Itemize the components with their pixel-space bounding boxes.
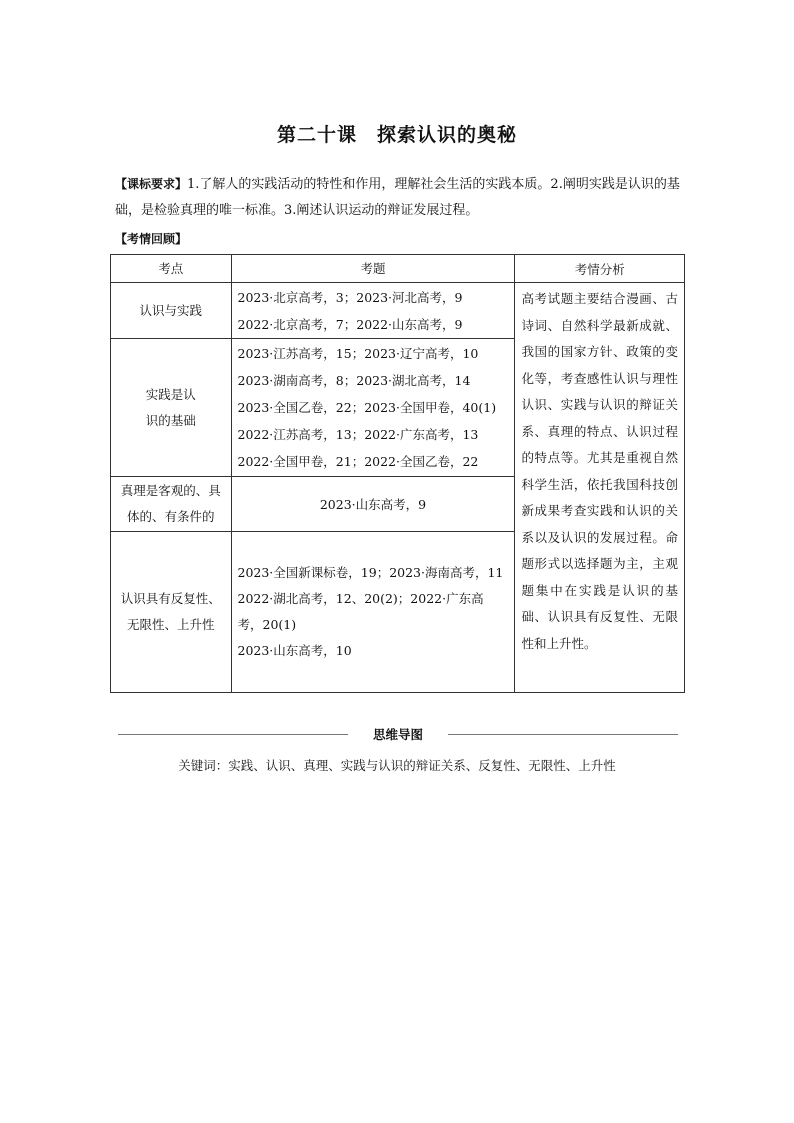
exam-point: 认识具有反复性、无限性、上升性	[111, 532, 232, 693]
exam-analysis: 高考试题主要结合漫画、古诗词、自然科学最新成就、我国的国家方针、政策的变化等，考查感性认识与理性认识、实践与认识的辩证关系、真理的特点、认识过程的特点等。尤其是重视自然科学生活，依托我国科技创新成果考查实践和认识的关系以及认识的发展过程。命题形式以选择题为主，主观题集中在实践是认识的基础、认识具有反复性、无限性和上升性。	[515, 283, 685, 693]
table-row	[111, 283, 685, 339]
question-line: 2023·全国新课标卷，19；2023·海南高考，11	[237, 565, 504, 580]
table-header-row	[111, 255, 685, 283]
header-exam-point: 考点	[111, 255, 232, 283]
question-line: 2023·湖南高考，8；2023·湖北高考，14	[237, 373, 471, 388]
exam-questions	[231, 477, 515, 532]
exam-point: 实践是认识的基础	[111, 339, 232, 477]
curriculum-requirements	[115, 171, 685, 224]
exam-point: 认识与实践	[111, 283, 232, 339]
exam-point: 真理是客观的、具体的、有条件的	[111, 477, 232, 532]
question-line: 2022·湖北高考，12、20(2)；2022·广东高考，20(1)	[237, 591, 484, 632]
requirements-text: 1.了解人的实践活动的特性和作用，理解社会生活的实践本质。2.阐明实践是认识的基础，是检验真理的唯一标准。3.阐述认识运动的辩证发展过程。	[115, 177, 680, 218]
mind-map-divider	[118, 725, 678, 743]
page-title: 第二十课 探索认识的奥秘	[276, 124, 517, 146]
question-line: 2023·山东高考，10	[237, 643, 352, 658]
exam-review-table	[110, 254, 685, 693]
header-exam-questions: 考题	[231, 255, 515, 283]
question-line: 2022·北京高考，7；2022·山东高考，9	[237, 316, 463, 332]
mind-map-label: 思维导图	[365, 727, 431, 742]
question-line: 2023·全国乙卷，22；2023·全国甲卷，40(1)	[237, 400, 497, 415]
header-analysis: 考情分析	[515, 255, 685, 283]
exam-questions	[231, 339, 515, 477]
question-line: 2022·江苏高考，13；2022·广东高考，13	[237, 427, 479, 442]
question-line: 2023·北京高考，3；2023·河北高考，9	[237, 289, 463, 305]
question-line: 2022·全国甲卷，21；2022·全国乙卷，22	[237, 454, 479, 469]
question-line: 2023·江苏高考，15；2023·辽宁高考，10	[237, 346, 479, 361]
keywords-line: 关键词：实践、认识、真理、实践与认识的辩证关系、反复性、无限性、上升性	[178, 758, 616, 773]
requirements-tag: 【课标要求】	[115, 177, 188, 191]
question-line: 2023·山东高考，9	[319, 496, 427, 512]
exam-questions	[231, 283, 515, 339]
exam-questions	[231, 532, 515, 693]
exam-review-tag: 【考情回顾】	[115, 232, 188, 246]
